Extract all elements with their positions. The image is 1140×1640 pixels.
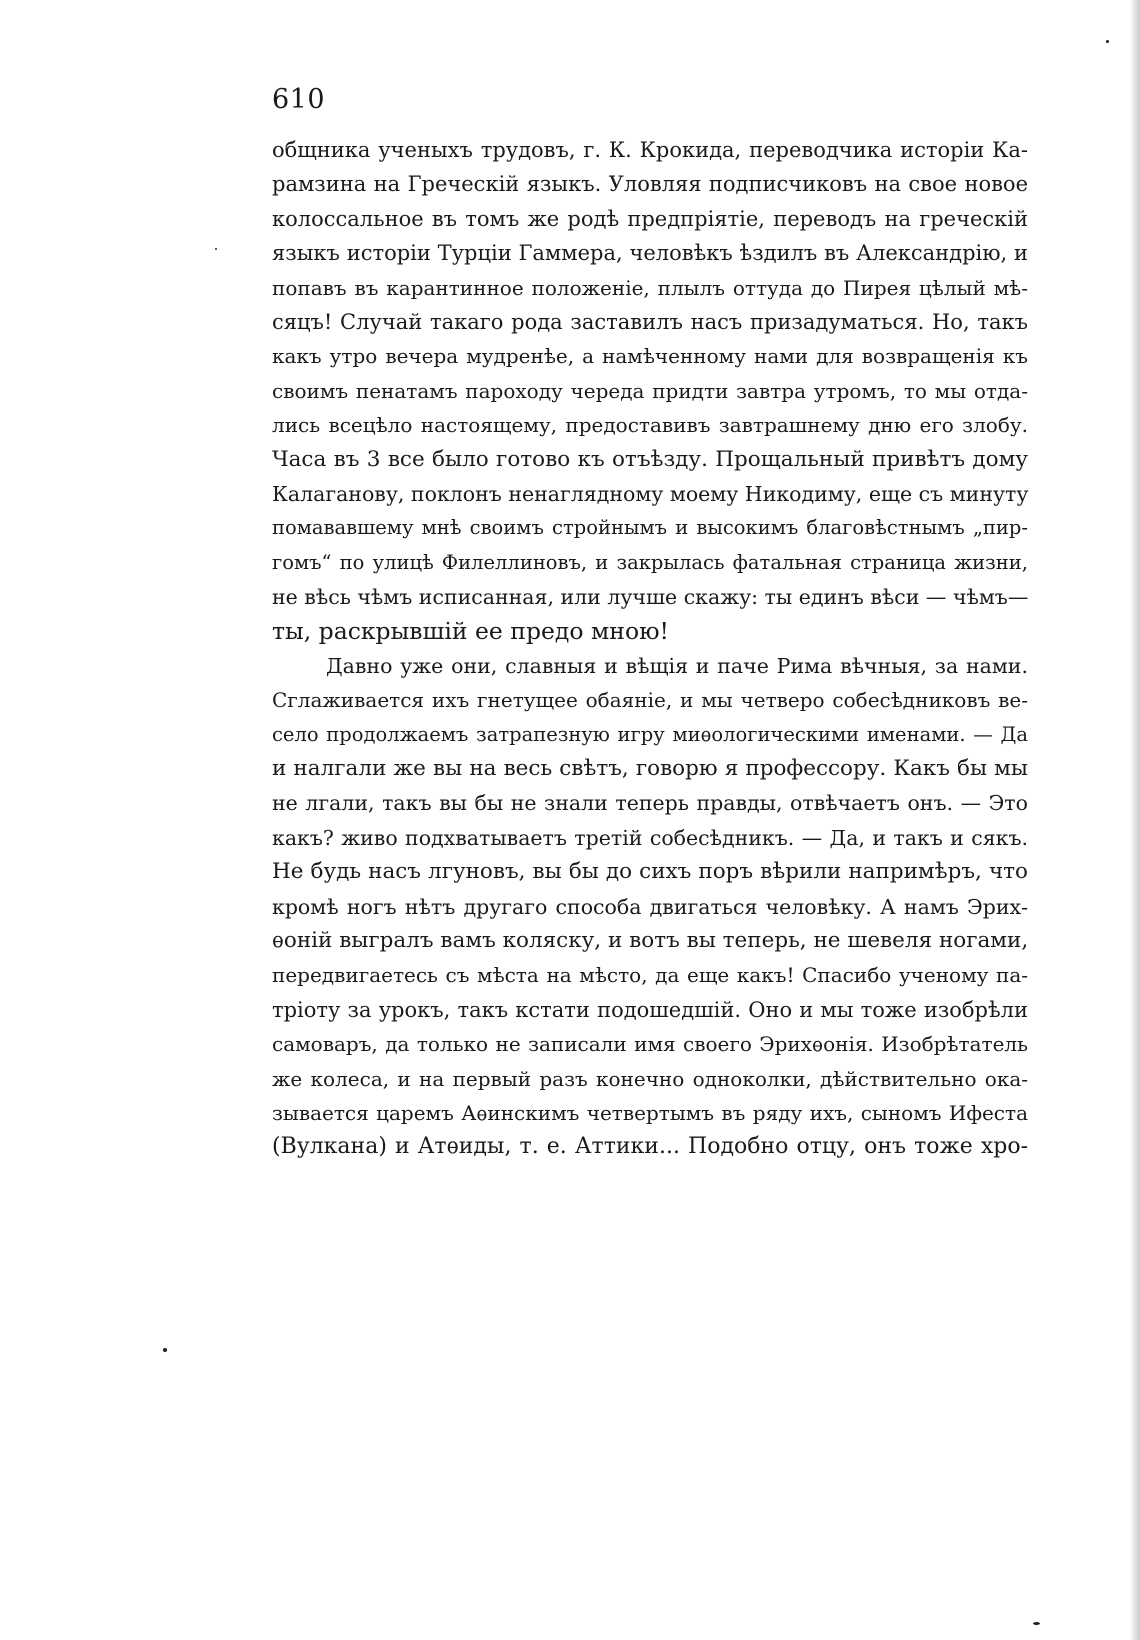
text-line: языкъ исторіи Турціи Гаммера, человѣкъ ѣздилъ въ Александрію, и <box>272 241 1028 266</box>
text-line: не лгали, такъ вы бы не знали теперь правды, отвѣчаетъ онъ. — Это <box>272 791 1028 816</box>
paragraph-2 <box>272 649 1028 1165</box>
text-line: село продолжаемъ затрапезную игру миѳологическими именами. — Да <box>272 722 1028 746</box>
body-text <box>272 133 1028 1165</box>
text-line: кромѣ ногъ нѣтъ другаго способа двигаться человѣку. А намъ Эрих- <box>272 894 1028 919</box>
text-line: не вѣсь чѣмъ исписанная, или лучше скажу: ты единъ вѣси — чѣмъ— <box>272 585 1029 610</box>
text-line: и налгали же вы на весь свѣтъ, говорю я профессору. Какъ бы мы <box>272 756 1028 782</box>
text-line: Часа въ 3 все было готово къ отъѣзду. Прощальный привѣтъ дому <box>272 446 1028 472</box>
text-line: ѳоній выгралъ вамъ коляску, и вотъ вы теперь, не шевеля ногами, <box>272 927 1029 953</box>
text-line: зывается царемъ Аѳинскимъ четвертымъ въ ряду ихъ, сыномъ Ифеста <box>272 1100 1028 1125</box>
text-line: колоссальное въ томъ же родѣ предпріятіе, переводъ на греческій <box>272 206 1028 231</box>
text-line: своимъ пенатамъ пароходу череда придти завтра утромъ, то мы отда- <box>272 378 1028 403</box>
text-line: Калаганову, поклонъ ненаглядному моему Никодиму, еще съ минуту <box>272 481 1029 506</box>
scan-speck <box>215 248 217 250</box>
scan-speck <box>1106 40 1109 43</box>
text-line: попавъ въ карантинное положеніе, плылъ оттуда до Пирея цѣлый мѣ- <box>272 275 1028 300</box>
text-line: лись всецѣло настоящему, предоставивъ завтрашнему дню его злобу. <box>272 413 1028 438</box>
page-number: 610 <box>272 84 326 115</box>
page-edge-shadow <box>1130 0 1140 1640</box>
text-line: самоваръ, да только не записали имя своего Эрихѳонія. Изобрѣтатель <box>272 1032 1028 1057</box>
text-line: же колеса, и на первый разъ конечно одноколки, дѣйствительно ока- <box>272 1066 1028 1091</box>
text-line: какъ? живо подхватываетъ третій собесѣдникъ. — Да, и такъ и сякъ. <box>272 825 1028 850</box>
text-line: помававшему мнѣ своимъ стройнымъ и высокимъ благовѣстнымъ „пир- <box>272 516 1028 540</box>
text-line: (Вулкана) и Атѳиды, т. е. Аттики... Подобно отцу, онъ тоже хро- <box>272 1134 1028 1160</box>
text-line: тріоту за урокъ, такъ кстати подошедшій. Оно и мы тоже изобрѣли <box>272 997 1028 1022</box>
text-line: общника ученыхъ трудовъ, г. К. Крокида, переводчика исторіи Ка- <box>272 138 1028 162</box>
text-line: передвигаетесь съ мѣста на мѣсто, да еще какъ! Спасибо ученому па- <box>272 963 1028 988</box>
text-line: сяцъ! Случай такаго рода заставилъ насъ призадуматься. Но, такъ <box>272 309 1028 334</box>
scan-speck <box>1033 1622 1040 1625</box>
text-line: Сглаживается ихъ гнетущее обаяніе, и мы четверо собесѣдниковъ ве- <box>272 688 1028 713</box>
text-line: Не будь насъ лгуновъ, вы бы до сихъ поръ вѣрили напримѣръ, что <box>272 859 1028 885</box>
text-line: рамзина на Греческій языкъ. Уловляя подписчиковъ на свое новое <box>272 172 1028 197</box>
paragraph-1 <box>272 133 1028 649</box>
text-line: ты, раскрывшій ее предо мною! <box>272 617 669 646</box>
text-line: какъ утро вечера мудренѣе, а намѣченному нами для возвращенія къ <box>272 344 1028 369</box>
scan-speck <box>163 1348 167 1352</box>
text-line: гомъ“ по улицѣ Филеллиновъ, и закрылась фатальная страница жизни, <box>272 550 1028 574</box>
text-line: Давно уже они, славныя и вѣщія и паче Рима вѣчныя, за нами. <box>326 653 1028 678</box>
